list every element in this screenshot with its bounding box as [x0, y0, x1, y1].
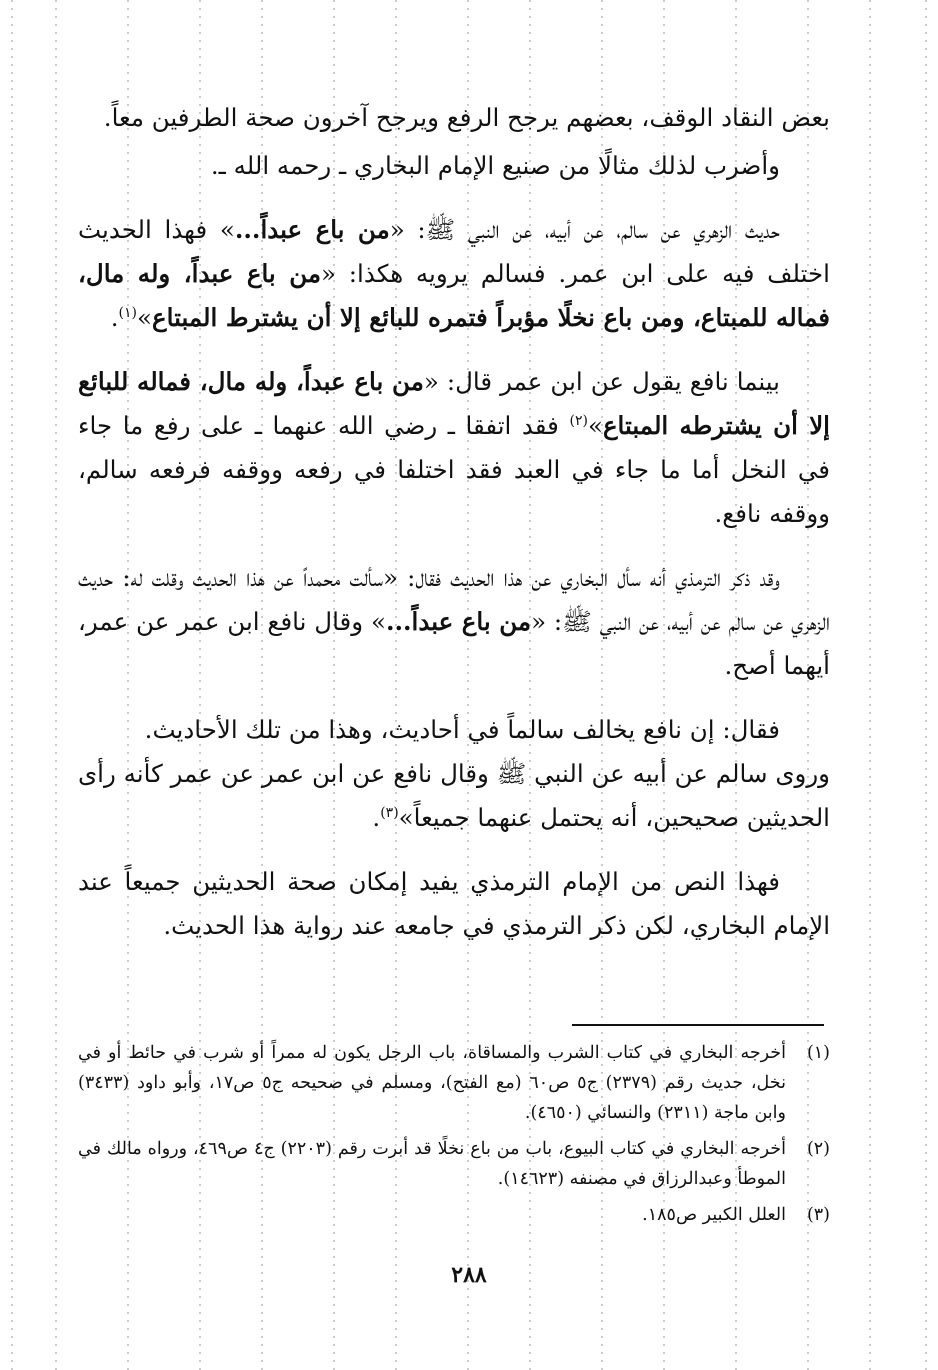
- p3-text-c: » فهذا الحديث اختلف فيه على ابن عمر. فسالم يرويه هكذا: «: [78, 215, 830, 288]
- paragraph-1-text: بعض النقاد الوقف، بعضهم يرجح الرفع ويرجح آخرون صحة الطرفين معاً.: [103, 103, 830, 132]
- main-text: [78, 96, 830, 968]
- paragraph-4: [78, 360, 830, 536]
- paragraph-2: [78, 144, 830, 188]
- p3-hadith-quote-2: من باع عبداً، وله مال، فماله للمبتاع، ومن باع نخلًا مؤبراً فتمره للبائع إلا أن يشترط المبتاع: [78, 259, 830, 332]
- p5-text-a: وقد ذكر الترمذي أنه سأل البخاري عن هذا الحديث فقال: «سألت محمداً عن هذا الحديث وقلت له: حديث الزهري عن سالم عن أبيه، عن النبي ﷺ: «: [78, 563, 830, 636]
- footnote-separator: [572, 1024, 824, 1026]
- footnote-2: [78, 1134, 830, 1194]
- footnote-1-text: أخرجه البخاري في كتاب الشرب والمساقاة، باب الرجل يكون له ممراً أو شرب في حائط أو في نخل، حديث رقم (٢٣٧٩) ج٥ ص٦٠ (مع الفتح)، ومسلم في صحيحه ج٥ ص١٧، وأبو داود (٣٤٣٣) وابن ماجة (٢٣١١) والنسائي (٤٦٥٠).: [78, 1043, 786, 1123]
- paragraph-7-text: فهذا النص من الإمام الترمذي يفيد إمكان صحة الحديثين جميعاً عند الإمام البخاري، لكن ذكر الترمذي في جامعه عند رواية هذا الحديث.: [78, 867, 830, 940]
- page-number: ٢٨٨: [451, 1262, 487, 1288]
- footnote-1: [78, 1038, 830, 1128]
- footnote-ref-2[interactable]: (٢): [569, 412, 588, 429]
- paragraph-6b: [78, 752, 830, 840]
- footnote-3-number: (٣): [806, 1205, 830, 1225]
- footnote-1-number: (١): [806, 1043, 830, 1063]
- p3-text-a: حديث الزهري عن سالم، عن أبيه، عن النبي ﷺ: «: [389, 215, 780, 244]
- paragraph-5: [78, 556, 830, 688]
- p5-hadith-quote: من باع عبداً...: [385, 607, 532, 636]
- footnote-ref-3[interactable]: (٣): [380, 804, 399, 821]
- paragraph-3: [78, 208, 830, 340]
- paragraph-7: [78, 860, 830, 948]
- footnote-3: [78, 1200, 830, 1230]
- p6-text-b: وروى سالم عن أبيه عن النبي ﷺ وقال نافع عن ابن عمر عن عمر كأنه رأى الحديثين صحيحين، أنه يحتمل عنهما جميعاً»: [78, 759, 830, 832]
- p3-hadith-quote-1: من باع عبداً...: [234, 215, 390, 244]
- p4-text-d: فقد اتفقا ـ رضي الله عنهما ـ على رفع ما جاء في النخل أما ما جاء في العبد فقد اختلفا في رفعه ووقفه فرفعه سالم، ووقفه نافع.: [78, 411, 830, 528]
- paragraph-1: [78, 96, 830, 140]
- footnotes: [78, 1038, 830, 1236]
- footnote-2-text: أخرجه البخاري في كتاب البيوع، باب من باع نخلًا قد أبرت رقم (٢٢٠٣) ج٤ ص٤٦٩، ورواه مالك في الموطأ وعبدالرزاق في مصنفه (١٤٦٢٣).: [78, 1139, 786, 1189]
- p6-period: .: [372, 803, 381, 832]
- paragraph-6a: [78, 708, 830, 752]
- p3-close-quote: »: [136, 303, 152, 332]
- paragraph-2-text: وأضرب لذلك مثالًا من صنيع الإمام البخاري ـ رحمه الله ـ.: [210, 151, 780, 180]
- p4-hadith-quote: من باع عبداً، وله مال، فماله للبائع إلا أن يشترطه المبتاع: [78, 367, 830, 440]
- p6-text-a: فقال: إن نافع يخالف سالماً في أحاديث، وهذا من تلك الأحاديث.: [144, 715, 780, 744]
- p4-close-quote: »: [587, 411, 603, 440]
- footnote-3-text: العلل الكبير ص١٨٥.: [642, 1205, 786, 1225]
- footnote-ref-1[interactable]: (١): [118, 304, 137, 321]
- footnote-2-number: (٢): [806, 1139, 830, 1159]
- p3-period: .: [110, 303, 119, 332]
- p5-text-c: » وقال نافع ابن عمر عن عمر، أيهما أصح.: [78, 607, 830, 680]
- p4-text-a: بينما نافع يقول عن ابن عمر قال: «: [423, 367, 780, 396]
